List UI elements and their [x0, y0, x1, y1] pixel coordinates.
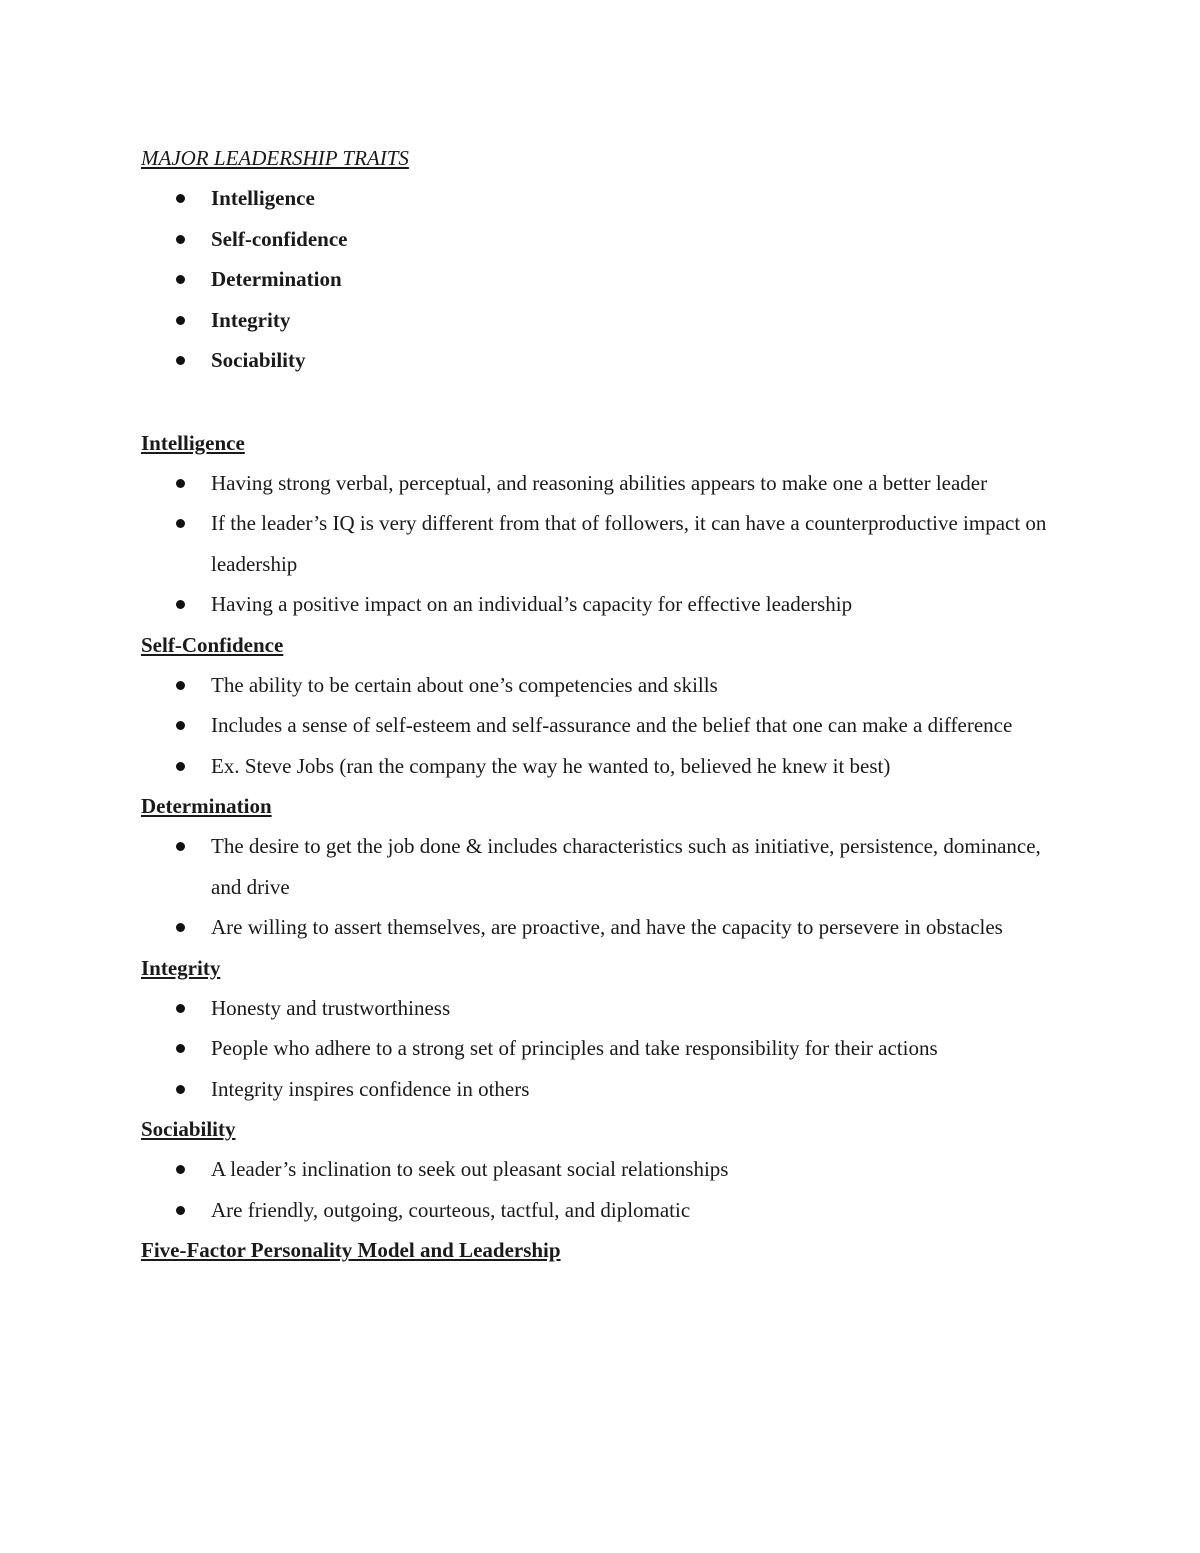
section-list-determination [141, 826, 1071, 948]
section-heading-sociability: Sociability [141, 1117, 236, 1142]
list-item [141, 1149, 1071, 1190]
section-list-sociability [141, 1149, 1071, 1230]
list-item [141, 1069, 1071, 1110]
bullet-icon [176, 923, 185, 932]
bullet-text: The ability to be certain about one’s competencies and skills [211, 672, 718, 697]
bullet-icon [176, 519, 185, 528]
list-item [141, 907, 1071, 948]
trait-label: Determination [211, 267, 342, 292]
document-title: MAJOR LEADERSHIP TRAITS [141, 146, 409, 170]
bullet-icon [176, 1206, 185, 1215]
list-item [141, 826, 1071, 907]
trait-label: Self-confidence [211, 226, 348, 251]
bullet-icon [176, 479, 185, 488]
list-item [141, 219, 1071, 260]
section-heading-determination: Determination [141, 794, 272, 819]
list-item [141, 705, 1071, 746]
list-item [141, 665, 1071, 706]
section-heading-intelligence: Intelligence [141, 430, 245, 455]
list-item [141, 178, 1071, 219]
bullet-icon [176, 842, 185, 851]
bullet-icon [176, 600, 185, 609]
bullet-text: People who adhere to a strong set of principles and take responsibility for their actions [211, 1036, 938, 1061]
bullet-text: Integrity inspires confidence in others [211, 1076, 530, 1101]
list-item [141, 1028, 1071, 1069]
list-item [141, 988, 1071, 1029]
section-list-intelligence [141, 463, 1071, 625]
list-item [141, 584, 1071, 625]
section-list-integrity [141, 988, 1071, 1110]
trait-label: Intelligence [211, 186, 315, 210]
list-item [141, 503, 1071, 584]
list-item [141, 746, 1071, 787]
section-heading-self-confidence: Self-Confidence [141, 632, 284, 657]
bullet-text: The desire to get the job done & includes characteristics such as initiative, persistence, dominance, and drive [211, 834, 1041, 899]
bullet-text: Ex. Steve Jobs (ran the company the way he wanted to, believed he knew it best) [211, 753, 891, 778]
bullet-icon [176, 356, 185, 365]
bullet-icon [176, 762, 185, 771]
list-item [141, 463, 1071, 504]
bullet-text: Having strong verbal, perceptual, and reasoning abilities appears to make one a better leader [211, 470, 988, 495]
bullet-text: Are friendly, outgoing, courteous, tactful, and diplomatic [211, 1197, 691, 1222]
section-heading-integrity: Integrity [141, 955, 221, 980]
trait-label: Integrity [211, 307, 291, 332]
bullet-text: Having a positive impact on an individual’s capacity for effective leadership [211, 592, 853, 617]
trait-label: Sociability [211, 348, 306, 373]
document-page [141, 138, 1071, 1270]
bullet-text: If the leader’s IQ is very different from that of followers, it can have a counterproductive impact on leadership [211, 511, 1047, 576]
list-item [141, 300, 1071, 341]
list-item [141, 1190, 1071, 1231]
bullet-icon [176, 194, 185, 203]
bullet-icon [176, 1004, 185, 1013]
traits-list [141, 178, 1071, 381]
list-item [141, 259, 1071, 300]
bullet-icon [176, 1044, 185, 1053]
bullet-icon [176, 275, 185, 284]
bullet-text: Includes a sense of self-esteem and self-assurance and the belief that one can make a difference [211, 713, 1013, 738]
bullet-text: Are willing to assert themselves, are proactive, and have the capacity to persevere in obstacles [211, 915, 1003, 940]
bullet-icon [176, 316, 185, 325]
list-item [141, 340, 1071, 381]
section-list-self-confidence [141, 665, 1071, 787]
bullet-icon [176, 1165, 185, 1174]
bullet-icon [176, 1085, 185, 1094]
section-heading-five-factor: Five-Factor Personality Model and Leadership [141, 1238, 561, 1263]
bullet-text: A leader’s inclination to seek out pleasant social relationships [211, 1157, 729, 1182]
bullet-icon [176, 235, 185, 244]
bullet-icon [176, 721, 185, 730]
bullet-icon [176, 681, 185, 690]
bullet-text: Honesty and trustworthiness [211, 995, 451, 1020]
